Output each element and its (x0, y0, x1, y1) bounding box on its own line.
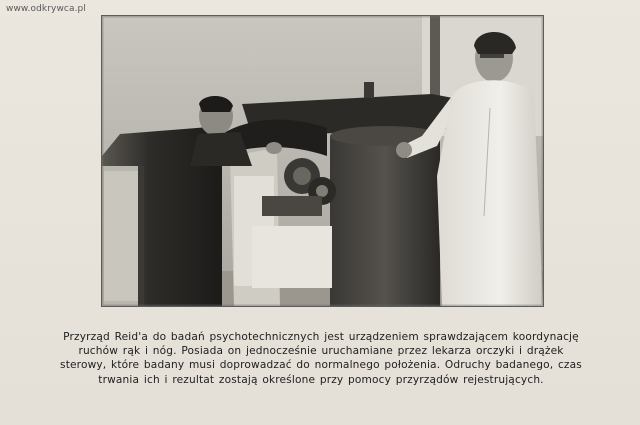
photo-illustration (102, 16, 543, 306)
caption-line-4: trwania ich i rezultat zostają określone przy pomocy przyrządów rejestrujących. (98, 373, 544, 386)
caption-line-3: sterowy, które badany musi doprowadzać do normalnego położenia. Odruchy badanego, czas (60, 359, 582, 372)
photo-caption (14, 330, 628, 387)
apparatus-photo (101, 15, 544, 307)
caption-line-2: ruchów rąk i nóg. Posiada on jednocześnie uruchamiane przez lekarza orczyki i drążek (78, 345, 564, 358)
caption-line-1: Przyrząd Reid'a do badań psychotechnicznych jest urządzeniem sprawdzającem koordynację (63, 331, 579, 343)
watermark-text: www.odkrywca.pl (6, 4, 86, 14)
